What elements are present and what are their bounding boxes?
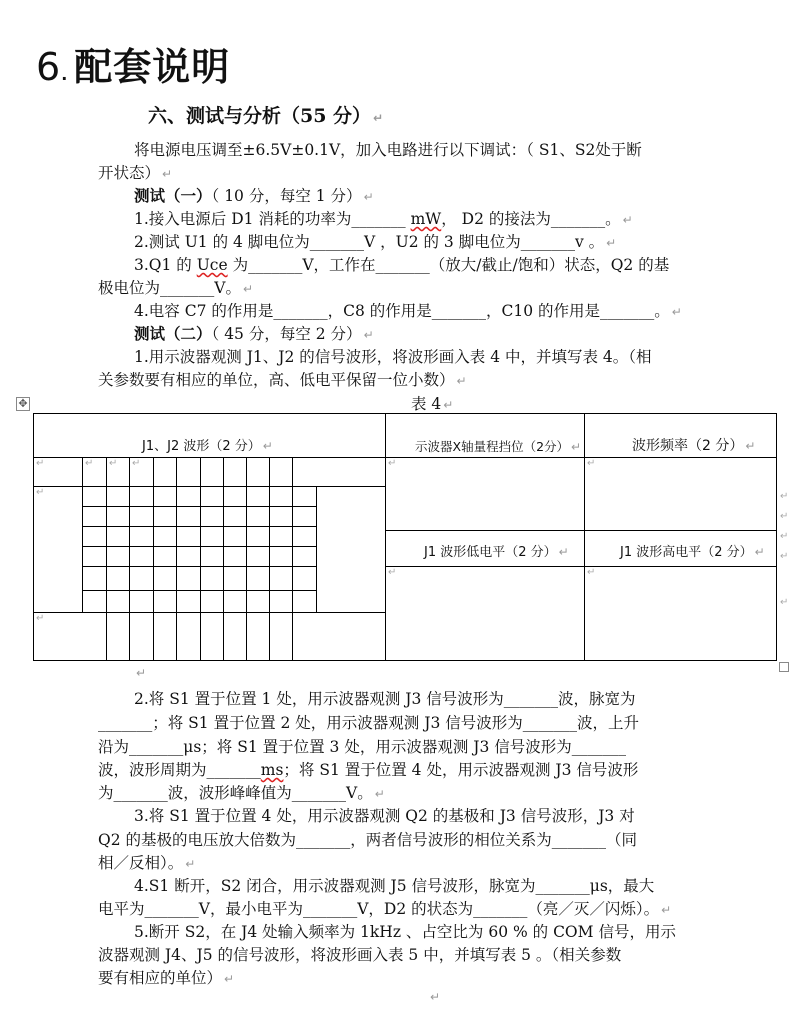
table-4: [33, 413, 777, 661]
q2-ms-unit: ms: [260, 761, 284, 779]
chapter-dot: .: [61, 65, 69, 84]
test2-title: 测试（二）: [134, 324, 212, 343]
test1-q4: [134, 299, 682, 321]
test1-score: （ 10 分，每空 1 分）: [211, 187, 362, 205]
cell-mark-icon: ↵: [754, 545, 765, 559]
test1-header: [134, 184, 374, 206]
test1-q1-text-a: 1.接入电源后 D1 消耗的功率为_______: [134, 210, 411, 228]
paragraph-mark-icon: ↵: [373, 111, 384, 125]
header-waveform: [142, 435, 273, 454]
q4-line-1: 4.S1 断开，S2 闭合，用示波器观测 J5 信号波形，脉宽为_______μs，最大: [134, 877, 655, 895]
cell-mark-icon: ↵: [262, 439, 273, 453]
cell-mark-icon: ↵: [36, 458, 45, 469]
chapter-number: 6: [36, 45, 62, 89]
q2-line-5-text: 为_______波，波形峰峰值为_______V。: [98, 784, 373, 802]
intro-line-1: 将电源电压调至±6.5V±0.1V，加入电路进行以下调试：（ S1、S2处于断: [134, 141, 642, 159]
paragraph-mark-icon: ↵: [443, 398, 454, 412]
header-high-level: [620, 541, 765, 560]
test1-q3: [134, 253, 669, 275]
paragraph-mark-icon: ↵: [363, 328, 374, 342]
header-low-level-text: J1 波形低电平（2 分）: [424, 545, 557, 560]
grid-line: [292, 457, 293, 660]
header-frequency-text: 波形频率（2 分）: [632, 438, 744, 454]
q2-line-4: [98, 758, 638, 780]
header-high-level-text: J1 波形高电平（2 分）: [620, 545, 753, 560]
table-divider: [385, 414, 386, 660]
grid-line: [106, 457, 107, 660]
grid-line: [34, 612, 385, 613]
grid-line: [246, 457, 247, 660]
row-end-mark-icon: ↵: [780, 511, 789, 522]
q2-line-1: 2.将 S1 置于位置 1 处，用示波器观测 J3 信号波形为_______波，脉宽为: [134, 690, 636, 708]
test1-title: 测试（一）: [134, 186, 212, 205]
paragraph-mark-icon: ↵: [242, 282, 254, 296]
cell-mark-icon: ↵: [587, 567, 596, 578]
table-caption-text: 表 4: [411, 395, 442, 413]
q2-line-2: _______；将 S1 置于位置 2 处，用示波器观测 J3 信号波形为_______波，上升: [98, 714, 639, 732]
test2-q1-line2: [98, 368, 467, 390]
table-caption: [411, 392, 453, 414]
grid-line: [82, 590, 316, 591]
cell-mark-icon: ↵: [571, 440, 582, 454]
header-xscale-text: 示波器X轴量程挡位（2分）: [415, 439, 570, 454]
grid-line: [82, 526, 316, 527]
paragraph-mark-icon: ↵: [224, 972, 235, 986]
test1-q1-unit: mW: [410, 210, 442, 228]
q5-line-2: 波器观测 J4、J5 的信号波形，将波形画入表 5 中，并填写表 5 。（相关参数: [98, 946, 622, 964]
q3-line-3: [98, 851, 195, 873]
cell-mark-icon: ↵: [388, 567, 397, 578]
grid-line: [82, 546, 316, 547]
paragraph-mark-icon: ↵: [661, 903, 672, 917]
intro-line-2: [98, 161, 172, 183]
q4-line-2: [98, 897, 671, 919]
test2-score: （ 45 分，每空 2 分）: [211, 325, 362, 343]
test1-q2-text: 2.测试 U1 的 4 脚电位为_______V ，U2 的 3 脚电位为_______v 。: [134, 233, 605, 251]
grid-line: [153, 457, 154, 660]
paragraph-mark-icon: ↵: [606, 236, 617, 250]
grid-line: [316, 486, 317, 612]
paragraph-mark-icon: ↵: [185, 857, 196, 871]
test2-q1-line1: 1.用示波器观测 J1、J2 的信号波形，将波形画入表 4 中，并填写表 4。（相: [134, 348, 652, 366]
q3-line-2: Q2 的基极的电压放大倍数为_______，两者信号波形的相位关系为_______（同: [98, 831, 637, 849]
header-xscale: [415, 437, 581, 455]
paragraph-mark-icon: ↵: [162, 167, 173, 181]
test1-q3-text-a: 3.Q1 的: [134, 256, 197, 274]
test1-q2: [134, 230, 616, 252]
header-frequency: [632, 435, 755, 455]
test2-header: [134, 322, 374, 344]
row-end-mark-icon: ↵: [780, 531, 789, 542]
chapter-heading: [36, 36, 230, 91]
cell-mark-icon: ↵: [745, 439, 756, 453]
q3-line-1: 3.将 S1 置于位置 4 处，用示波器观测 Q2 的基极和 J3 信号波形，J3 对: [134, 807, 635, 825]
cell-mark-icon: ↵: [388, 458, 397, 469]
q5-line-1: 5.断开 S2，在 J4 处输入频率为 1kHz 、占空比为 60 % 的 COM 信号，用示: [134, 923, 676, 941]
section-title: [148, 101, 383, 128]
section-title-text: 六、测试与分析（55 分）: [148, 105, 372, 127]
test1-q3-text-b: 为_______V，工作在_______（放大/截止/饱和）状态，Q2 的基: [227, 256, 670, 274]
q5-line-3-text: 要有相应的单位）: [98, 969, 223, 987]
test1-q3-uce: Uce: [196, 256, 228, 274]
q2-line-4-text-a: 波，波形周期为_______: [98, 761, 261, 779]
q5-line-3: [98, 966, 234, 988]
test2-q1-text-b: 关参数要有相应的单位，高、低电平保留一位小数）: [98, 371, 455, 389]
paragraph-mark-icon: ↵: [363, 190, 374, 204]
row-end-mark-icon: ↵: [780, 491, 789, 502]
paragraph-mark-icon: ↵: [136, 666, 147, 680]
grid-line: [176, 457, 177, 660]
table-move-handle-icon[interactable]: ✥: [16, 397, 30, 411]
row-end-mark-icon: ↵: [780, 551, 789, 562]
intro-line-2-text: 开状态）: [98, 164, 161, 182]
grid-line: [200, 457, 201, 660]
q4-line-2-text: 电平为_______V，最小电平为_______V，D2 的状态为_______（亮／灭／闪烁）。: [98, 900, 660, 918]
grid-line: [82, 566, 316, 567]
paragraph-mark-icon: ↵: [374, 787, 385, 801]
table-divider: [385, 566, 777, 567]
q2-line-5: [98, 781, 385, 803]
paragraph-mark-icon: ↵: [430, 990, 441, 1004]
paragraph-mark-icon: ↵: [622, 213, 633, 227]
q2-line-4-text-b: ；将 S1 置于位置 4 处，用示波器观测 J3 信号波形: [283, 761, 639, 779]
paragraph-mark-icon: ↵: [456, 374, 467, 388]
header-low-level: [424, 541, 569, 560]
test1-q1-text-b: ， D2 的接法为_______。: [441, 210, 621, 228]
table-divider: [584, 414, 585, 660]
row-end-mark-icon: ↵: [780, 597, 789, 608]
paragraph-mark-icon: ↵: [671, 305, 682, 319]
cell-mark-icon: ↵: [132, 458, 141, 469]
table-resize-handle[interactable]: [779, 662, 789, 672]
q2-line-3: 沿为_______μs；将 S1 置于位置 3 处，用示波器观测 J3 信号波形为_______: [98, 738, 627, 756]
cell-mark-icon: ↵: [558, 545, 569, 559]
grid-line: [82, 506, 316, 507]
test1-q1: [134, 207, 633, 229]
q3-line-3-text: 相／反相）。: [98, 854, 184, 872]
grid-line: [269, 457, 270, 660]
test1-q3-text-c: 极电位为_______V。: [98, 279, 241, 297]
chapter-title: 配套说明: [74, 45, 231, 89]
table-divider: [385, 457, 777, 458]
cell-mark-icon: ↵: [587, 458, 596, 469]
cell-mark-icon: ↵: [85, 458, 94, 469]
cell-mark-icon: ↵: [36, 613, 45, 624]
grid-line: [34, 486, 385, 487]
test1-q4-text: 4.电容 C7 的作用是_______，C8 的作用是_______，C10 的作用是_______。: [134, 302, 670, 320]
grid-line: [129, 457, 130, 660]
table-divider: [385, 530, 777, 531]
grid-line: [82, 457, 83, 612]
header-waveform-text: J1、J2 波形（2 分）: [142, 439, 261, 454]
grid-line: [223, 457, 224, 660]
cell-mark-icon: ↵: [36, 487, 45, 498]
cell-mark-icon: ↵: [109, 458, 118, 469]
test1-q3-cont: [98, 276, 253, 298]
